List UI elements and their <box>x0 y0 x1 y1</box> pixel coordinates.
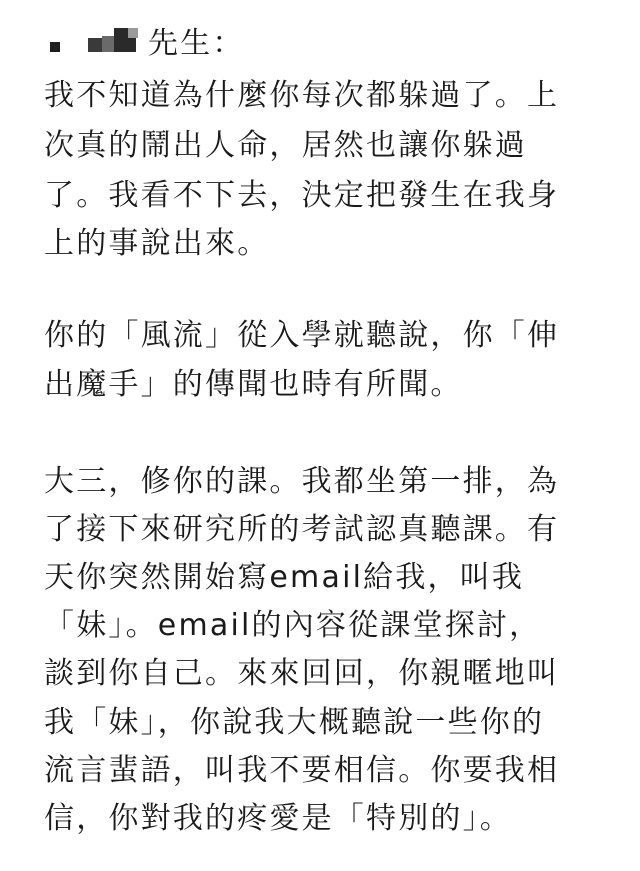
text-line: 次真的鬧出人命，居然也讓你躲過 <box>44 128 527 163</box>
salutation-suffix: 先生： <box>148 26 245 61</box>
text-line: 出魔手」的傳聞也時有所聞。 <box>44 367 463 402</box>
text-line: 流言蜚語，叫我不要相信。你要我相 <box>44 753 560 788</box>
redaction-mark <box>50 42 60 52</box>
text-line: 「妹」。email的內容從課堂探討， <box>44 608 542 643</box>
text-line: 信，你對我的疼愛是「特別的」。 <box>44 801 512 836</box>
text-line: 了。我看不下去，決定把發生在我身 <box>44 178 560 213</box>
text-line: 了接下來研究所的考試認真聽課。有 <box>44 512 560 547</box>
text-line: 你的「風流」從入學就聽說，你「伸 <box>44 318 560 353</box>
text-line: 談到你自己。來來回回，你親暱地叫 <box>44 656 560 691</box>
text-line: 大三，修你的課。我都坐第一排，為 <box>44 464 560 499</box>
text-line: 天你突然開始寫email給我，叫我 <box>44 560 525 595</box>
redaction-mark <box>102 36 114 52</box>
text-line: 上的事說出來。 <box>44 226 270 261</box>
text-line: 我不知道為什麼你每次都躲過了。上 <box>44 78 560 113</box>
redaction-mark <box>128 28 138 38</box>
redaction-mark <box>88 38 102 52</box>
text-line: 我「妹」，你說我大概聽說一些你的 <box>44 705 545 740</box>
redacted-name-block <box>44 28 148 58</box>
